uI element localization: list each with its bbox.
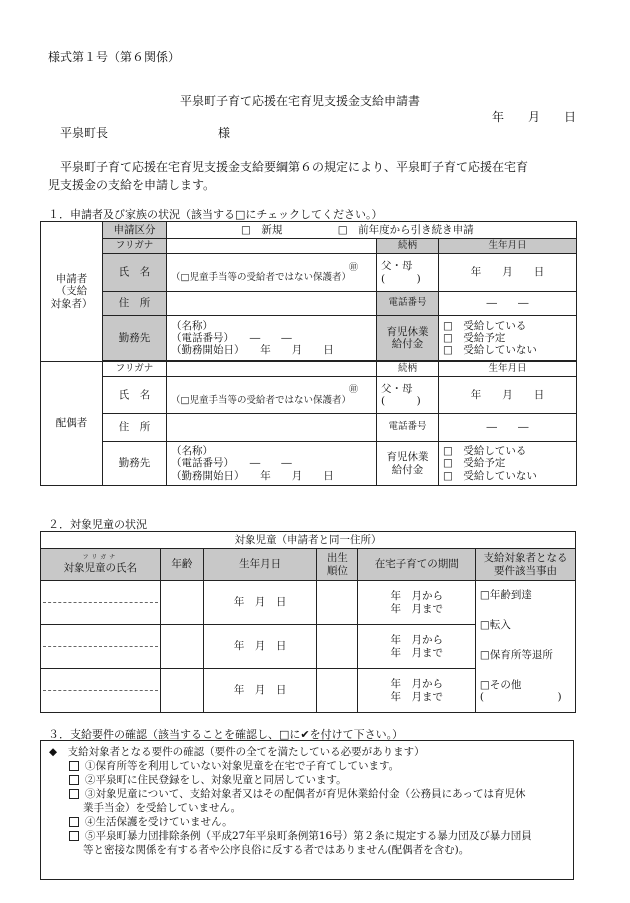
workplace-field[interactable]: （名称） （電話番号） ― ― （勤務開始日） 年 月 日 xyxy=(167,316,377,361)
spouse-leave-label: 育児休業 給付金 xyxy=(377,442,439,486)
opt-continue-checkbox[interactable]: □ 前年度から引き続き申請 xyxy=(337,223,474,236)
checkbox[interactable] xyxy=(69,775,79,785)
requirement-5[interactable]: ⑤平泉町暴力団排除条例（平成27年平泉町条例第16号）第２条に規定する暴力団及び暴力団員 xyxy=(49,829,565,843)
spouse-phone-label: 電話番号 xyxy=(377,414,439,442)
requirement-3[interactable]: ③対象児童について、支給対象者又はその配偶者が育児休業給付金（公務員にあっては育児休 xyxy=(49,787,565,801)
checkbox[interactable] xyxy=(69,761,79,771)
seal-icon: ㊞ xyxy=(348,262,358,273)
spouse-furigana-label: フリガナ xyxy=(103,362,167,377)
opt-new-checkbox[interactable]: □ 新規 xyxy=(241,223,283,236)
spouse-relation-label: 続柄 xyxy=(377,362,439,377)
spouse-furigana-field[interactable] xyxy=(167,362,377,377)
child-period-field[interactable]: 年 月から 年 月まで xyxy=(358,581,475,625)
relation-field[interactable]: 父・母 ( ) xyxy=(377,254,439,292)
child-name-field[interactable] xyxy=(41,581,161,625)
col-birth-order: 出生 順位 xyxy=(317,549,358,581)
checkbox[interactable] xyxy=(69,789,79,799)
reason-age[interactable]: □年齢到達 xyxy=(479,589,532,601)
child-birthdate-field[interactable]: 年 月 日 xyxy=(204,669,317,713)
requirement-5-cont: 等と密接な関係を有する者や公序良俗に反する者ではありません(配偶者を含む)。 xyxy=(83,844,470,856)
furigana-field[interactable] xyxy=(167,239,377,254)
requirement-4[interactable]: ④生活保護を受けていません。 xyxy=(49,815,565,829)
app-type-label: 申請区分 xyxy=(103,222,167,239)
children-table xyxy=(40,531,576,713)
child-birthdate-field[interactable]: 年 月 日 xyxy=(204,581,317,625)
spouse-name-note[interactable]: （□児童手当等の受給者ではない保護者） xyxy=(171,394,351,406)
requirement-3-cont: 業手当金）を受給していません。 xyxy=(83,802,242,814)
requirement-1[interactable]: ①保育所等を利用していない対象児童を在宅で子育てしています。 xyxy=(49,759,565,773)
child-name-field[interactable] xyxy=(41,669,161,713)
reason-nursery-exit[interactable]: □保育所等退所 xyxy=(479,649,553,661)
reason-options[interactable] xyxy=(475,581,575,713)
requirement-2[interactable]: ②平泉町に住民登録をし、対象児童と同居しています。 xyxy=(49,773,565,787)
col-period: 在宅子育ての期間 xyxy=(358,549,475,581)
spouse-birthdate-field[interactable]: 年 月 日 xyxy=(439,377,577,414)
spouse-phone-field[interactable]: ― ― xyxy=(439,414,577,442)
child-order-field[interactable] xyxy=(317,669,358,713)
spouse-address-field[interactable] xyxy=(167,414,377,442)
app-type-options[interactable] xyxy=(167,222,577,239)
spouse-leave-options[interactable]: □ 受給している □ 受給予定 □ 受給していない xyxy=(439,442,577,486)
child-period-field[interactable]: 年 月から 年 月まで xyxy=(358,625,475,669)
spouse-workplace-field[interactable]: （名称） （電話番号） ― ― （勤務開始日） 年 月 日 xyxy=(167,442,377,486)
child-birthdate-field[interactable]: 年 月 日 xyxy=(204,625,317,669)
addressee: 平泉町長 xyxy=(60,126,109,140)
spouse-birthdate-label: 生年月日 xyxy=(439,362,577,377)
spouse-group-label: 配偶者 xyxy=(41,362,103,486)
form-title: 平泉町子育て応援在宅育児支援金支給申請書 xyxy=(180,94,421,108)
workplace-label: 勤務先 xyxy=(103,316,167,361)
col-birthdate: 生年月日 xyxy=(204,549,317,581)
spouse-relation-field[interactable]: 父・母 ( ) xyxy=(377,377,439,414)
leave-label: 育児休業 給付金 xyxy=(377,316,439,361)
applicant-family-table xyxy=(40,221,577,486)
honorific: 様 xyxy=(218,126,231,140)
col-age: 年齢 xyxy=(160,549,203,581)
spouse-seal-icon: ㊞ xyxy=(348,385,358,396)
col-reason: 支給対象者となる 要件該当事由 xyxy=(475,549,575,581)
spouse-address-label: 住 所 xyxy=(103,414,167,442)
furigana-label: フリガナ xyxy=(103,239,167,254)
address-field[interactable] xyxy=(167,292,377,316)
name-note[interactable]: （□児童手当等の受給者ではない保護者） xyxy=(171,272,351,284)
child-age-field[interactable] xyxy=(160,581,203,625)
reason-movein[interactable]: □転入 xyxy=(479,619,511,631)
children-header: 対象児童（申請者と同一住所） xyxy=(41,532,576,549)
requirements-box xyxy=(40,740,574,880)
name-field[interactable] xyxy=(167,254,377,292)
birthdate-field[interactable]: 年 月 日 xyxy=(439,254,577,292)
spouse-name-label: 氏 名 xyxy=(103,377,167,414)
section1-title: １．申請者及び家族の状況（該当する□にチェックしてください。） xyxy=(48,208,383,221)
checkbox[interactable] xyxy=(69,831,79,841)
child-order-field[interactable] xyxy=(317,581,358,625)
intro-line-1: 平泉町子育て応援在宅育児支援金支給要綱第６の規定により、平泉町子育て応援在宅育 xyxy=(48,160,529,174)
reason-other[interactable]: □その他 xyxy=(479,679,522,691)
leave-options[interactable]: □ 受給している □ 受給予定 □ 受給していない xyxy=(439,316,577,361)
spouse-name-field[interactable] xyxy=(167,377,377,414)
child-age-field[interactable] xyxy=(160,625,203,669)
section2-title: ２．対象児童の状況 xyxy=(48,518,147,531)
spouse-workplace-label: 勤務先 xyxy=(103,442,167,486)
applicant-group-label: 申請者 （支給 対象者） xyxy=(41,222,103,362)
phone-field[interactable]: ― ― xyxy=(439,292,577,316)
address-label: 住 所 xyxy=(103,292,167,316)
phone-label: 電話番号 xyxy=(377,292,439,316)
relation-label: 続柄 xyxy=(377,239,439,254)
checkbox[interactable] xyxy=(69,817,79,827)
col-child-name: フリガナ 対象児童の氏名 xyxy=(41,549,161,581)
name-label: 氏 名 xyxy=(103,254,167,292)
reason-other-field[interactable]: ( ) xyxy=(479,691,562,704)
birthdate-label: 生年月日 xyxy=(439,239,577,254)
requirements-header: ◆ 支給対象者となる要件の確認（要件の全てを満たしている必要があります） xyxy=(49,746,425,758)
child-period-field[interactable]: 年 月から 年 月まで xyxy=(358,669,475,713)
child-name-field[interactable] xyxy=(41,625,161,669)
section3-title: ３．支給要件の確認（該当することを確認し、□に✔を付けて下さい。） xyxy=(48,728,404,741)
child-age-field[interactable] xyxy=(160,669,203,713)
form-number: 様式第１号（第６関係） xyxy=(48,50,181,64)
child-order-field[interactable] xyxy=(317,625,358,669)
intro-line-2: 児支援金の支給を申請します。 xyxy=(48,178,216,192)
date-line[interactable]: 年 月 日 xyxy=(492,110,577,124)
